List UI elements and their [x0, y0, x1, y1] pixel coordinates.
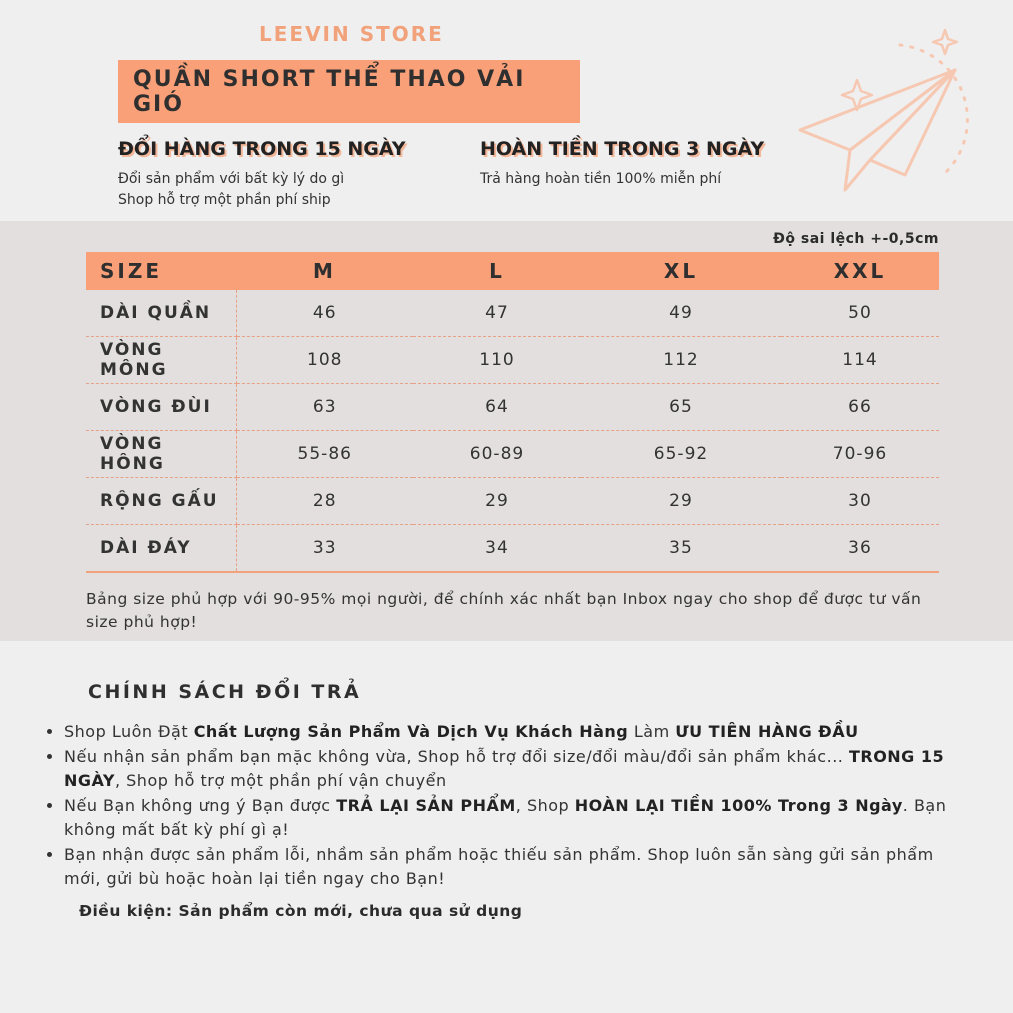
store-name: LEEVIN STORE — [259, 22, 444, 46]
list-item — [64, 720, 974, 745]
table-cell: 28 — [236, 478, 413, 525]
exchange-policy — [118, 138, 406, 208]
body-text: Nếu nhận sản phẩm bạn mặc không vừa, Shop hỗ trợ đổi size/đổi màu/đổi sản phẩm khác... — [64, 746, 849, 766]
return-condition: Điều kiện: Sản phẩm còn mới, chưa qua sử dụng — [79, 902, 523, 920]
table-cell: 114 — [781, 337, 939, 384]
table-cell: 34 — [413, 525, 581, 573]
table-cell: 35 — [581, 525, 781, 573]
emphasis-text: TRẢ LẠI SẢN PHẨM — [336, 795, 516, 815]
table-cell: 47 — [413, 290, 581, 337]
table-cell: 49 — [581, 290, 781, 337]
list-item — [64, 843, 974, 892]
table-cell: 63 — [236, 384, 413, 431]
body-text: Nếu Bạn không ưng ý Bạn được — [64, 795, 337, 815]
table-row — [86, 478, 939, 525]
table-cell: 30 — [781, 478, 939, 525]
body-text: . Bạn không mất bất kỳ phí gì ạ! — [64, 795, 947, 839]
header-cell: M — [236, 252, 413, 290]
size-table — [86, 252, 939, 573]
exchange-policy-line: Đổi sản phẩm với bất kỳ lý do gì — [118, 171, 345, 187]
row-label: VÒNG MÔNG — [86, 337, 236, 384]
table-cell: 29 — [413, 478, 581, 525]
row-label: VÒNG HÔNG — [86, 431, 236, 478]
emphasis-text: TRONG 15 NGÀY — [64, 746, 945, 790]
table-row — [86, 384, 939, 431]
return-policy-list — [44, 720, 974, 892]
table-cell: 112 — [581, 337, 781, 384]
table-cell: 60-89 — [413, 431, 581, 478]
exchange-policy-line: Shop hỗ trợ một phần phí ship — [118, 192, 331, 208]
table-cell: 108 — [236, 337, 413, 384]
row-label: DÀI QUẦN — [86, 290, 236, 337]
table-cell: 33 — [236, 525, 413, 573]
table-cell: 55-86 — [236, 431, 413, 478]
refund-policy-line: Trả hàng hoàn tiền 100% miễn phí — [480, 171, 722, 187]
emphasis-text: ƯU TIÊN HÀNG ĐẦU — [675, 722, 859, 741]
header-cell: SIZE — [86, 252, 236, 290]
emphasis-text: Chất Lượng Sản Phẩm Và Dịch Vụ Khách Hàng — [193, 722, 629, 741]
header-cell: XXL — [781, 252, 939, 290]
table-row — [86, 525, 939, 573]
row-label: DÀI ĐÁY — [86, 525, 236, 573]
table-cell: 66 — [781, 384, 939, 431]
table-row — [86, 337, 939, 384]
body-text: Làm — [628, 722, 676, 741]
row-label: VÒNG ĐÙI — [86, 384, 236, 431]
table-cell: 29 — [581, 478, 781, 525]
body-text: , Shop — [515, 795, 575, 815]
table-cell: 64 — [413, 384, 581, 431]
exchange-policy-title: ĐỔI HÀNG TRONG 15 NGÀY — [118, 138, 406, 160]
row-label: RỘNG GẤU — [86, 478, 236, 525]
size-table-header — [86, 252, 939, 290]
table-row — [86, 431, 939, 478]
body-text: , Shop hỗ trợ một phần phí vận chuyển — [114, 771, 447, 790]
list-item — [64, 794, 974, 843]
header-cell: XL — [581, 252, 781, 290]
table-cell: 50 — [781, 290, 939, 337]
header-cell: L — [413, 252, 581, 290]
table-cell: 46 — [236, 290, 413, 337]
table-cell: 110 — [413, 337, 581, 384]
emphasis-text: HOÀN LẠI TIỀN 100% Trong 3 Ngày — [574, 795, 903, 815]
product-title: QUẦN SHORT THỂ THAO VẢI GIÓ — [133, 66, 526, 117]
size-tolerance: Độ sai lệch +-0,5cm — [773, 231, 939, 247]
table-cell: 65-92 — [581, 431, 781, 478]
table-cell: 65 — [581, 384, 781, 431]
table-cell: 70-96 — [781, 431, 939, 478]
body-text: Shop Luôn Đặt — [64, 722, 194, 741]
refund-policy-title: HOÀN TIỀN TRONG 3 NGÀY — [480, 138, 765, 160]
refund-policy — [480, 138, 764, 187]
body-text: Bạn nhận được sản phẩm lỗi, nhầm sản phẩm hoặc thiếu sản phẩm. Shop luôn sẵn sàng gửi sản phẩm mới, gửi bù hoặc hoàn lại tiền ngay cho Bạn! — [64, 844, 934, 888]
product-title-banner — [118, 60, 580, 123]
list-item — [64, 745, 974, 794]
return-policy-heading: CHÍNH SÁCH ĐỔI TRẢ — [88, 681, 362, 703]
table-row — [86, 290, 939, 337]
table-cell: 36 — [781, 525, 939, 573]
size-table-note: Bảng size phủ hợp với 90-95% mọi người, để chính xác nhất bạn Inbox ngay cho shop để được tư vấn size phủ hợp! — [86, 590, 922, 631]
paper-plane-icon — [795, 25, 970, 200]
